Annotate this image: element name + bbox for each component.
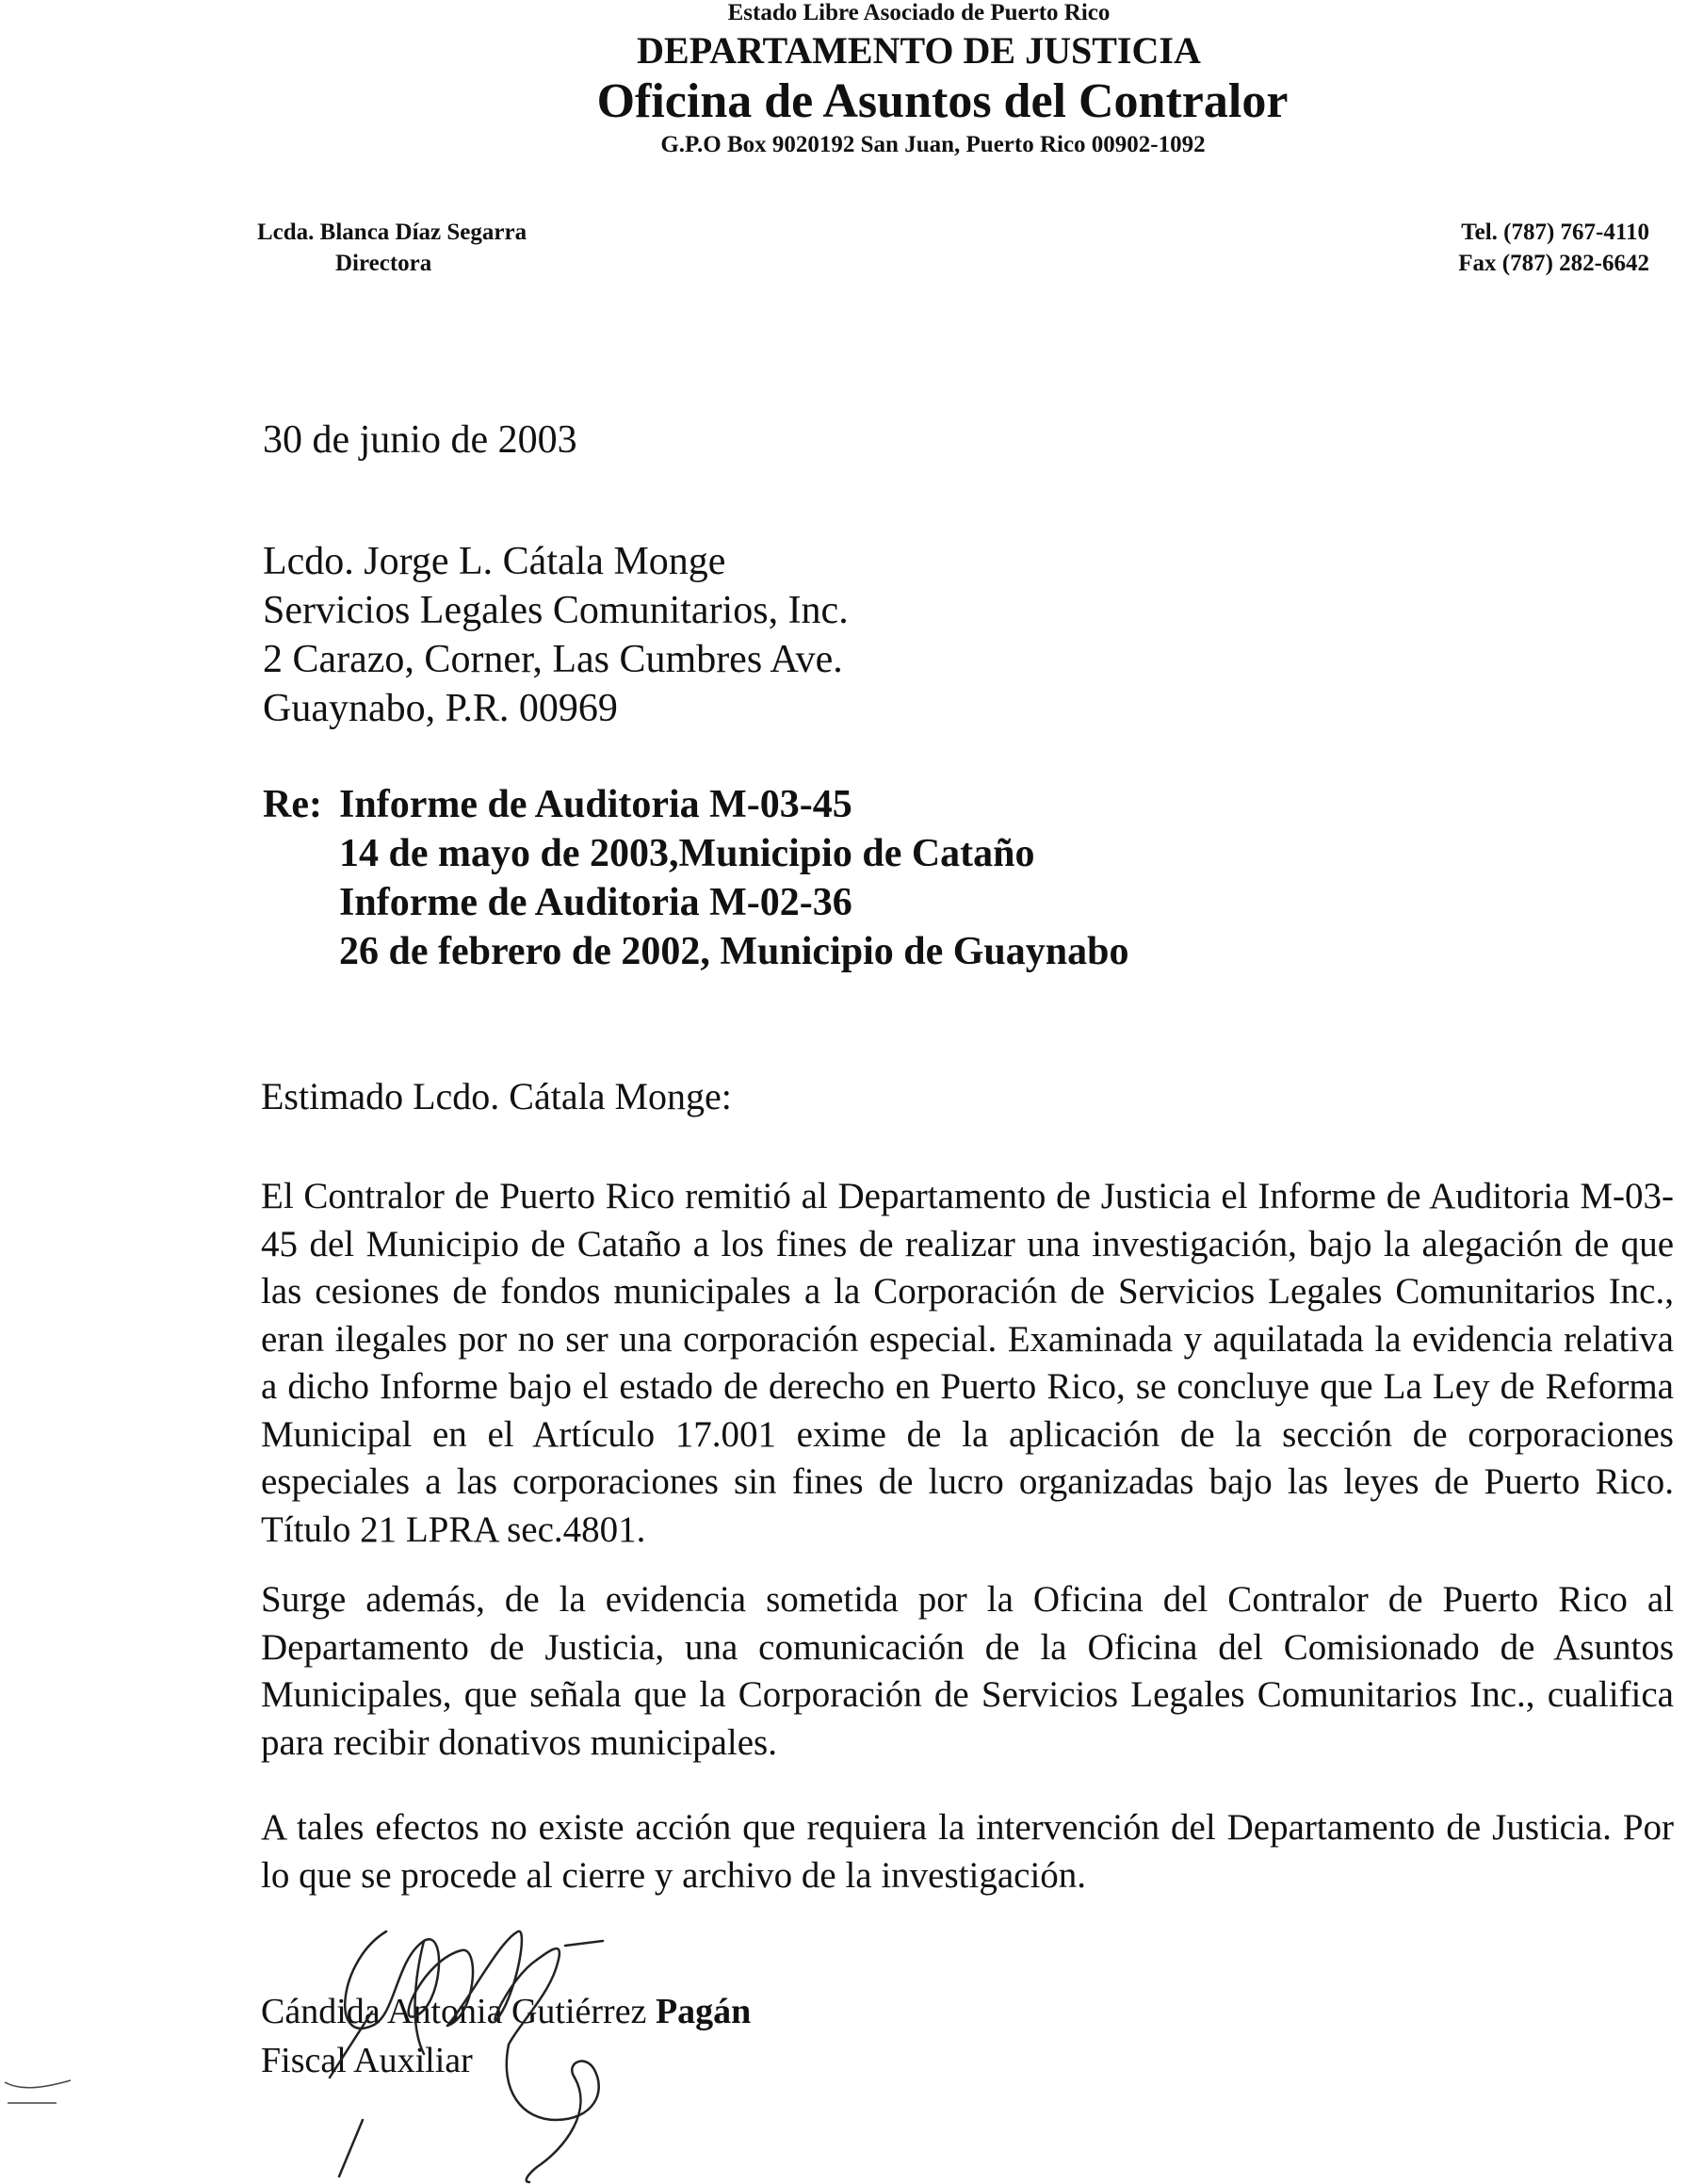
body-paragraph: A tales efectos no existe acción que requiera la intervención del Departamento de Justicia. Por lo que se procede al cierre y archivo de la investigación. bbox=[261, 1807, 1674, 1896]
reference-line: Informe de Auditoria M-03-45 bbox=[339, 783, 852, 826]
letterhead-address: G.P.O Box 9020192 San Juan, Puerto Rico 00902-1092 bbox=[660, 132, 1206, 157]
body-paragraph: El Contralor de Puerto Rico remitió al Departamento de Justicia el Informe de Auditoria M-03-45 del Municipio de Cataño a los fines de realizar una investigación, bajo la alegación de que las cesiones de fondos municipales a la Corporación de Servicios Legales Comunitarios Inc., eran ilegales por no ser una corporación especial. Examinada y aquilatada la evidencia relativa a dicho Informe bajo el estado de derecho en Puerto Rico, se concluye que La Ley de Reforma Municipal en el Artículo 17.001 exime de la aplicación de la sección de corporaciones especiales a las corporaciones sin fines de lucro organizadas bajo las leyes de Puerto Rico. Título 21 LPRA sec.4801. bbox=[261, 1176, 1674, 1550]
letterhead-office: Oficina de Asuntos del Contralor bbox=[596, 74, 1289, 128]
recipient-name: Lcdo. Jorge L. Cátala Monge bbox=[263, 540, 726, 583]
letterhead-commonwealth: Estado Libre Asociado de Puerto Rico bbox=[727, 0, 1111, 25]
scan-artifact bbox=[0, 2063, 75, 2120]
contact-telephone: Tel. (787) 767-4110 bbox=[1461, 220, 1649, 245]
director-name: Lcda. Blanca Díaz Segarra bbox=[257, 220, 527, 245]
reference-line: Informe de Auditoria M-02-36 bbox=[339, 881, 852, 924]
letter-date: 30 de junio de 2003 bbox=[263, 418, 577, 462]
salutation: Estimado Lcdo. Cátala Monge: bbox=[261, 1075, 732, 1117]
reference-line: 26 de febrero de 2002, Municipio de Guaynabo bbox=[339, 930, 1129, 973]
director-title: Directora bbox=[335, 251, 432, 276]
contact-fax: Fax (787) 282-6642 bbox=[1458, 251, 1649, 276]
reference-line: 14 de mayo de 2003,Municipio de Cataño bbox=[339, 832, 1035, 875]
letterhead-department: DEPARTAMENTO DE JUSTICIA bbox=[637, 29, 1201, 72]
body-paragraph: Surge además, de la evidencia sometida por la Oficina del Contralor de Puerto Rico al Departamento de Justicia, una comunicación de la Oficina del Comisionado de Asuntos Municipales, que señala que la Corporación de Servicios Legales Comunitarios Inc., cualifica para recibir donativos municipales. bbox=[261, 1579, 1674, 1763]
handwritten-signature bbox=[283, 1903, 772, 2184]
reference-label: Re: bbox=[263, 783, 322, 826]
signatory-title: Fiscal Auxiliar bbox=[261, 2041, 473, 2080]
signatory-name-regular: Cándida Antonia Gutiérrez bbox=[261, 1992, 656, 2031]
recipient-street: 2 Carazo, Corner, Las Cumbres Ave. bbox=[263, 638, 843, 681]
recipient-organization: Servicios Legales Comunitarios, Inc. bbox=[263, 589, 849, 632]
recipient-city: Guaynabo, P.R. 00969 bbox=[263, 687, 618, 730]
signatory-name-bold: Pagán bbox=[655, 1992, 752, 2031]
